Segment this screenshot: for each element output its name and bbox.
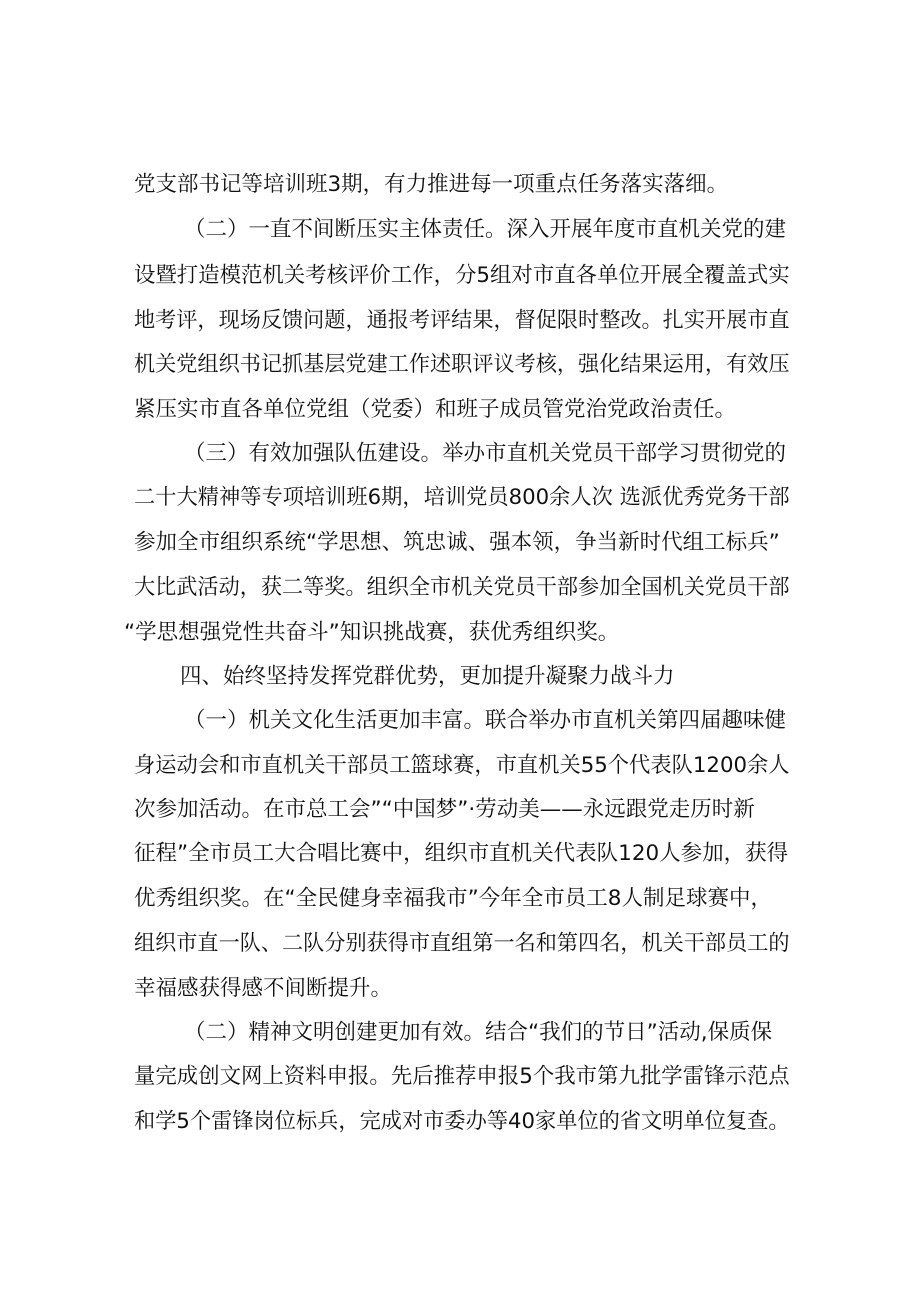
paragraph-line: 和学5个雷锋岗位标兵，完成对市委办等40家单位的省文明单位复查。 — [134, 1109, 790, 1134]
paragraph-line: 机关党组织书记抓基层党建工作述职评议考核，强化结果运用，有效压 — [134, 352, 790, 377]
section-heading: 四、始终坚持发挥党群优势，更加提升凝聚力战斗力 — [180, 664, 675, 689]
paragraph-line: 量完成创文网上资料申报。先后推荐申报5个我市第九批学雷锋示范点 — [134, 1064, 790, 1089]
paragraph-line: 党支部书记等培训班3期，有力推进每一项重点任务落实落细。 — [134, 172, 729, 197]
paragraph-line: “学思想强党性共奋斗”知识挑战赛，获优秀组织奖。 — [124, 620, 620, 645]
paragraph-line: 参加全市组织系统“学思想、筑忠诚、强本领，争当新时代组工标兵” — [134, 530, 780, 555]
paragraph-line: 二十大精神等专项培训班6期，培训党员800余人次 选派优秀党务干部 — [134, 485, 790, 510]
paragraph-line: 征程”全市员工大合唱比赛中，组织市直机关代表队120人参加，获得 — [134, 841, 789, 866]
paragraph-line: 设暨打造模范机关考核评价工作，分5组对市直各单位开展全覆盖式实 — [134, 263, 790, 288]
paragraph-line: （三）有效加强队伍建设。举办市直机关党员干部学习贯彻党的 — [184, 441, 787, 466]
paragraph-line: 地考评，现场反馈问题，通报考评结果，督促限时整改。扎实开展市直 — [134, 308, 790, 333]
paragraph-line: （二）精神文明创建更加有效。结合“我们的节日”活动,保质保 — [184, 1020, 773, 1045]
paragraph-line: （一）机关文化生活更加丰富。联合举办市直机关第四届趣味健 — [184, 708, 787, 733]
paragraph-line: 次参加活动。在市总工会”“中国梦”·劳动美——永远跟党走历时新 — [134, 797, 755, 822]
paragraph-line: 优秀组织奖。在“全民健身幸福我市”今年全市员工8人制足球赛中， — [134, 886, 772, 911]
paragraph-line: 身运动会和市直机关干部员工篮球赛，市直机关55个代表队1200余人 — [134, 753, 790, 778]
paragraph-line: 大比武活动，获二等奖。组织全市机关党员干部参加全国机关党员干部 — [134, 575, 790, 600]
paragraph-line: （二）一直不间断压实主体责任。深入开展年度市直机关党的建 — [184, 217, 787, 242]
paragraph-line: 组织市直一队、二队分别获得市直组第一名和第四名，机关干部员工的 — [134, 931, 790, 956]
paragraph-line: 紧压实市直各单位党组（党委）和班子成员管党治党政治责任。 — [134, 397, 737, 422]
paragraph-line: 幸福感获得感不间断提升。 — [134, 976, 393, 1001]
